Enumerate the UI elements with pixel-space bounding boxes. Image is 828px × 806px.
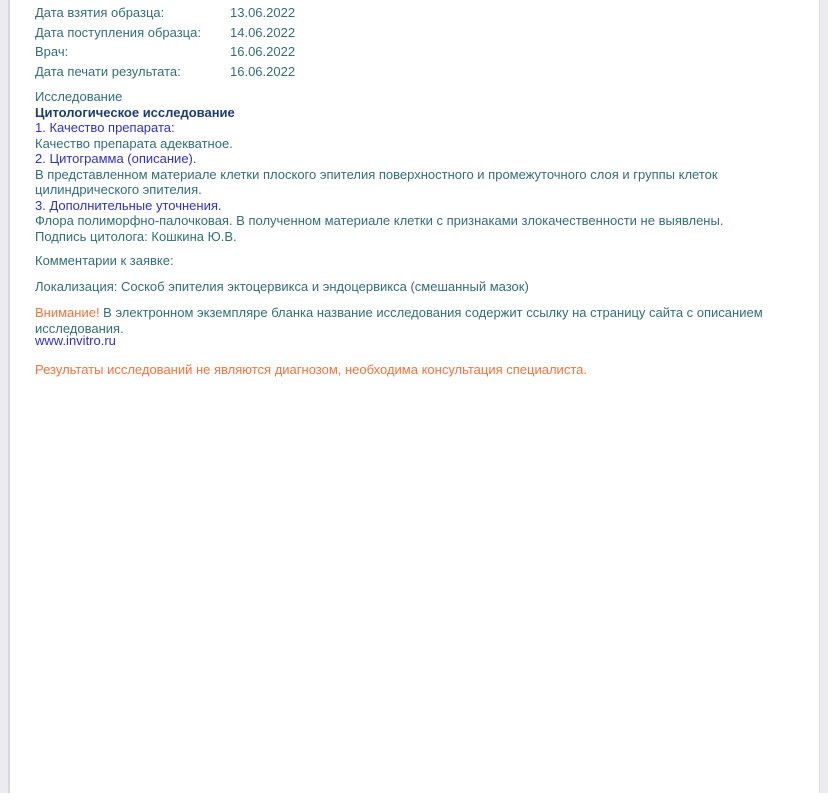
- table-row: [35, 42, 795, 62]
- page-right-edge: [819, 0, 828, 793]
- doctor-label: Врач:: [35, 44, 69, 59]
- table-row: [35, 23, 795, 43]
- date-printed-value: 16.06.2022: [230, 63, 296, 79]
- item-3-heading: 3. Дополнительные уточнения.: [35, 197, 222, 213]
- warning-line-1: [35, 305, 795, 321]
- date-received-value: 14.06.2022: [230, 24, 296, 40]
- table-row: [35, 3, 795, 23]
- item-1-heading: 1. Качество препарата:: [35, 120, 175, 135]
- section-label: Исследование: [35, 89, 123, 104]
- dates-table: [35, 3, 795, 81]
- item-3-body-line-1: Флора полиморфно-палочковая. В полученном материале клетки с признаками злокачественности не выявлены.: [35, 213, 724, 228]
- cytologist-signature: Подпись цитолога: Кошкина Ю.В.: [35, 228, 237, 244]
- warning-line-2: исследования.: [35, 320, 124, 336]
- date-printed-label: Дата печати результата:: [35, 63, 181, 79]
- table-row: [35, 62, 795, 82]
- page-left-edge: [0, 0, 10, 793]
- date-taken-label: Дата взятия образца:: [35, 5, 165, 20]
- comments-label: Комментарии к заявке:: [35, 253, 174, 268]
- warning-text: В электронном экземпляре бланка название исследования содержит ссылку на страницу сайта с описанием: [99, 305, 763, 320]
- localization-text: Локализация: Соскоб эпителия эктоцервикса и эндоцервикса (смешанный мазок): [35, 278, 529, 294]
- date-received-label: Дата поступления образца:: [35, 24, 201, 40]
- warning-block: [35, 305, 795, 336]
- date-taken-value: 13.06.2022: [230, 5, 296, 20]
- report-content: [35, 3, 795, 377]
- item-2-body-line-2: цилиндрического эпителия.: [35, 182, 202, 197]
- item-2-body-line-1: В представленном материале клетки плоского эпителия поверхностного и промежуточного слоя и группы клеток: [35, 166, 718, 182]
- item-1-body: Качество препарата адекватное.: [35, 135, 233, 151]
- study-title: Цитологическое исследование: [35, 104, 235, 120]
- invitro-site-link[interactable]: www.invitro.ru: [35, 333, 116, 348]
- doctor-value: 16.06.2022: [230, 44, 296, 59]
- item-2-heading: 2. Цитограмма (описание).: [35, 151, 197, 166]
- warning-prefix: Внимание!: [35, 305, 100, 320]
- disclaimer-text: Результаты исследований не являются диагнозом, необходима консультация специалиста.: [35, 361, 587, 377]
